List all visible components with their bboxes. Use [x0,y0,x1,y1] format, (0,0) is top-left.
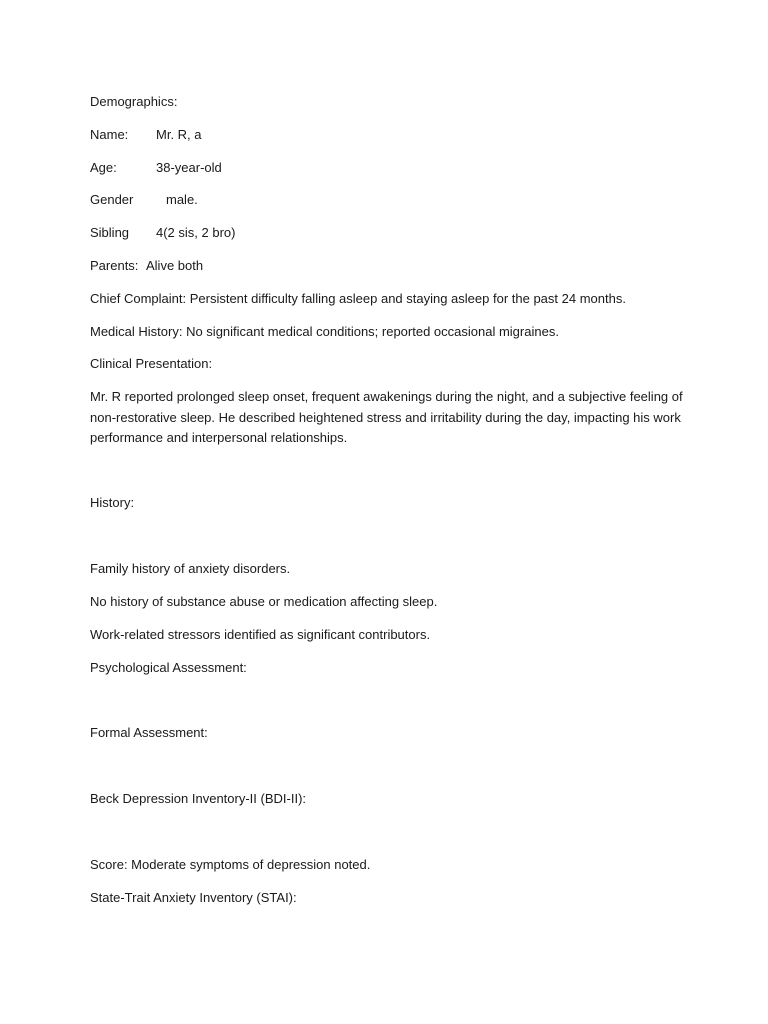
name-label: Name: [90,127,129,142]
bdi-score: Score: Moderate symptoms of depression noted. [90,857,371,872]
gender-field [90,192,198,208]
formal-assessment-heading: Formal Assessment: [90,725,208,740]
sibling-value: 4(2 sis, 2 bro) [156,225,236,240]
clinical-presentation-heading: Clinical Presentation: [90,356,213,371]
age-label: Age: [90,160,117,175]
age-value: 38-year-old [156,160,222,175]
clinical-presentation-text: Mr. R reported prolonged sleep onset, frequent awakenings during the night, and a subjective feeling of non-restorative sleep. He described heightened stress and irritability during the day, impacting his work performance and interpersonal relationships. [90,389,683,445]
age-field [90,160,222,176]
gender-value: male. [166,192,198,207]
chief-complaint: Chief Complaint: Persistent difficulty falling asleep and staying asleep for the past 24 months. [90,291,626,306]
demographics-heading: Demographics: [90,94,178,109]
bdi-heading: Beck Depression Inventory-II (BDI-II): [90,791,307,806]
history-heading: History: [90,495,135,510]
name-field [90,127,202,143]
parents-label: Parents: [90,258,139,273]
gender-label: Gender [90,192,134,207]
stai-heading: State-Trait Anxiety Inventory (STAI): [90,890,297,905]
history-item: Family history of anxiety disorders. [90,561,291,576]
history-item: No history of substance abuse or medication affecting sleep. [90,594,438,609]
history-item: Work-related stressors identified as significant contributors. [90,627,431,642]
sibling-field [90,225,236,241]
parents-field [90,258,204,274]
sibling-label: Sibling [90,225,130,240]
psych-assessment-heading: Psychological Assessment: [90,660,247,675]
name-value: Mr. R, a [156,127,202,142]
medical-history: Medical History: No significant medical conditions; reported occasional migraines. [90,324,559,339]
parents-value: Alive both [146,258,204,273]
